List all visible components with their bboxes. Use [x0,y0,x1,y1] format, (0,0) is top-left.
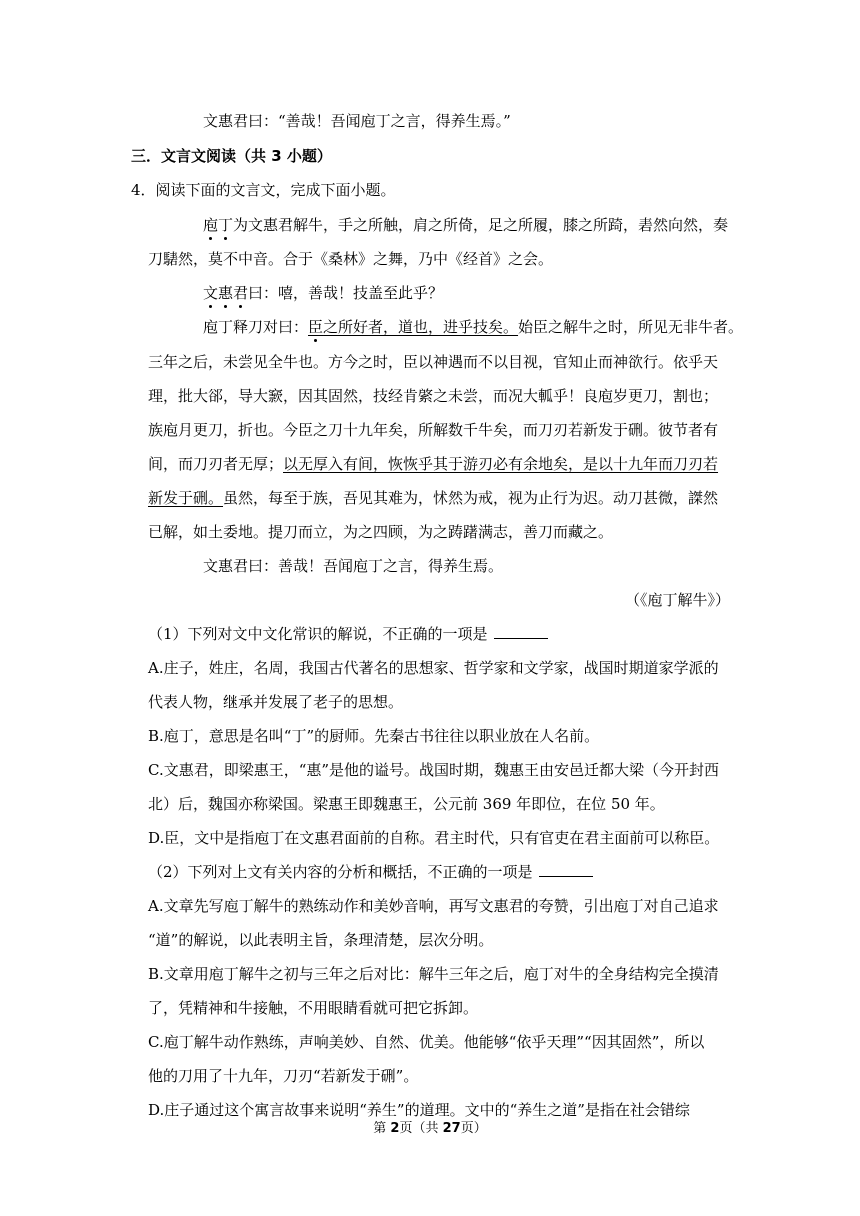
dotted-char: 君 [233,284,249,302]
page-footer [0,1120,860,1138]
option-line: “道”的解说，以此表明主旨，条理清楚，层次分明。 [148,931,494,949]
underlined-sentence: 以无厚入有间，恢恢乎其于游刃必有余地矣，是以十九年而刀刃若 [283,455,719,473]
text-segment: 虽然，每至于族，吾见其难为，怵然为戒，视为止行为迟。动刀甚微，謋然 [223,489,719,507]
sub-question [148,624,548,644]
section-heading: 三．文言文阅读（共 3 小题） [131,147,332,165]
option-line: A.庄子，姓庄，名周，我国古代著名的思想家、哲学家和文学家，战国时期道家学派的 [148,659,719,677]
text-line: 三年之后，未尝见全牛也。方今之时，臣以神遇而不以目视，官知止而神欲行。依乎天 [148,353,719,371]
dotted-char: 文 [203,284,219,302]
option-line: D.臣，文中是指庖丁在文惠君面前的自称。君主时代，只有官吏在君主面前可以称臣。 [148,829,720,847]
option-line: C.文惠君，即梁惠王，“惠”是他的谥号。战国时期，魏惠王由安邑迁都大梁（今开封西 [148,761,720,779]
option-line: 代表人物，继承并发展了老子的思想。 [148,693,404,711]
dotted-char: 臣 [308,318,324,336]
text-segment: 间，而刀刃者无厚； [148,455,284,473]
text-segment: （1）下列对文中文化常识的解说，不正确的一项是 [148,625,488,643]
total-pages: 27 [442,1121,461,1136]
text-line [148,454,718,474]
answer-blank[interactable] [539,862,593,877]
text-segment: 之所好者，道也，进乎技矣。 [323,318,519,336]
page-number: 2 [390,1121,400,1136]
option-line: 了，凭精神和牛接触，不用眼睛看就可把它拆卸。 [148,999,479,1017]
text-segment: 始臣之解牛之时，所见无非牛者。 [518,318,744,336]
text-line [203,215,728,235]
footer-text: 页（共 [399,1121,443,1136]
source-citation: （《庖丁解牛》） [624,591,730,609]
answer-blank[interactable] [494,624,548,639]
dotted-char: 丁 [218,216,234,234]
text-line: 文惠君曰：“善哉！吾闻庖丁之言，得养生焉。” [203,112,511,130]
footer-text: 页） [460,1121,487,1136]
text-line [203,317,743,337]
text-line: 文惠君曰：善哉！吾闻庖丁之言，得养生焉。 [203,557,504,575]
text-segment: 庖丁释刀对曰： [203,318,309,336]
option-line: B.文章用庖丁解牛之初与三年之后对比：解牛三年之后，庖丁对牛的全身结构完全摸清 [148,965,719,983]
option-line: B.庖丁，意思是名叫“丁”的厨师。先秦古书往往以职业放在人名前。 [148,727,600,745]
text-segment: （2）下列对上文有关内容的分析和概括，不正确的一项是 [148,863,533,881]
option-line: 他的刀用了十九年，刀刃“若新发于硎”。 [148,1067,419,1085]
question-title: 4．阅读下面的文言文，完成下面小题。 [131,181,396,199]
underlined-sentence [308,318,518,336]
footer-text: 第 [373,1121,391,1136]
text-line [203,283,443,303]
text-line: 理，批大郤，导大窾，因其固然，技经肯綮之未尝，而况大軱乎！良庖岁更刀，割也； [148,387,719,405]
text-line: 刀騞然，莫不中音。合于《桑林》之舞，乃中《经首》之会。 [148,250,554,268]
option-line: D.庄子通过这个寓言故事来说明“养生”的道理。文中的“养生之道”是指在社会错综 [148,1101,690,1119]
text-segment: 曰：嘻，善哉！技盖至此乎？ [248,284,444,302]
option-line: 北）后，魏国亦称梁国。梁惠王即魏惠王，公元前 369 年即位，在位 50 年。 [148,795,665,813]
option-line: A.文章先写庖丁解牛的熟练动作和美妙音响，再写文惠君的夸赞，引出庖丁对自己追求 [148,897,719,915]
text-line: 已解，如土委地。提刀而立，为之四顾，为之踌躇满志，善刀而藏之。 [148,523,614,541]
option-line: C.庖丁解牛动作熟练，声响美妙、自然、优美。他能够“依乎天理”“因其固然”，所以 [148,1033,705,1051]
dotted-char: 惠 [218,284,234,302]
dotted-char: 庖 [203,216,219,234]
text-line [148,488,718,508]
sub-question [148,862,593,882]
underlined-sentence: 新发于硎。 [148,489,224,507]
text-line: 族庖月更刀，折也。今臣之刀十九年矣，所解数千牛矣，而刀刃若新发于硎。彼节者有 [148,421,719,439]
text-segment: 为文惠君解牛，手之所触，肩之所倚，足之所履，膝之所踦，砉然向然，奏 [233,216,729,234]
